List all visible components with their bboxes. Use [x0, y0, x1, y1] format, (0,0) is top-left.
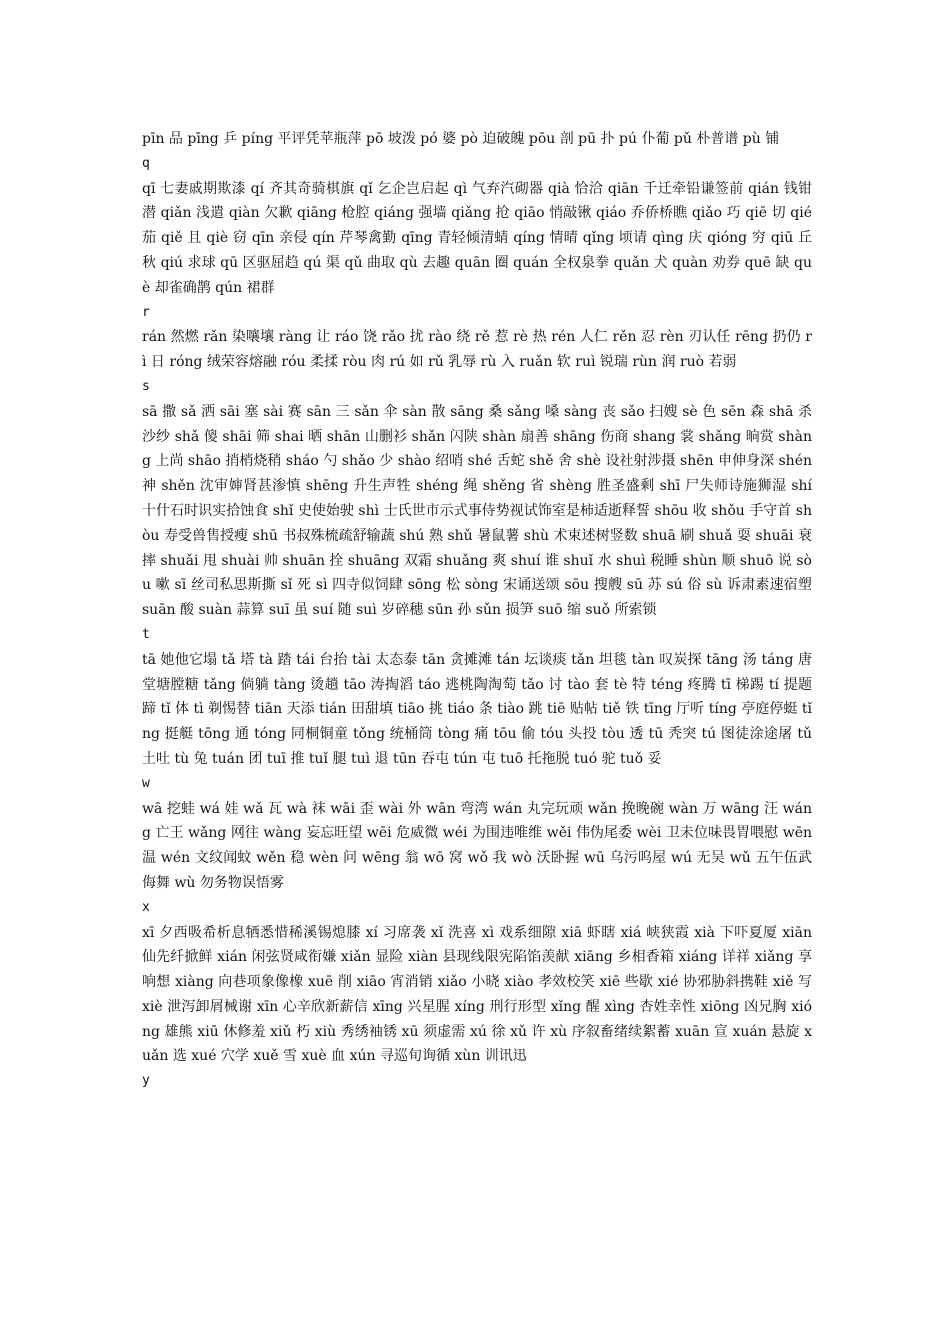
section-letter-r: r: [142, 304, 150, 320]
pinyin-paragraph-p: pīn 品 pīng 乒 píng 平评凭苹瓶萍 pō 坡泼 pó 婆 pò 迫破魄 pōu 剖 pū 扑 pú 仆葡 pǔ 朴普谱 pù 铺: [142, 131, 780, 147]
pinyin-paragraph-s: sā 撒 sǎ 洒 sāi 塞 sài 赛 sān 三 sǎn 伞 sàn 散 sāng 桑 sǎng 嗓 sàng 丧 sǎo 扫嫂 sè 色 sēn 森 shā 杀沙纱 shǎ 傻 shāi 筛 shai 晒 shān 山删衫 shǎn 闪陕 shàn 扇善 shāng 伤商 shang 裳 shǎng 晌赏 shàng 上尚 shāo 捎梢烧稍 sháo 勺 shǎo 少 shào 绍哨 shé 舌蛇 shě 舍 shè 设社射涉摄 shēn 申伸身深 shén 神 shěn 沈审婶肾甚渗慎 shēng 升生声牲 shéng 绳 shěng 省 shèng 胜圣盛剩 shī 尸失师诗施狮湿 shí 十什石时识实拾蚀食 shǐ 史使始驶 shì 士氏世市示式事侍势视试饰室是柿适逝释誓 shōu 收 shǒu 手守首 shòu 寿受兽售授瘦 shū 书叔殊梳疏舒输蔬 shú 熟 shǔ 暑鼠薯 shù 术束述树竖数 shuā 刷 shuǎ 耍 shuāi 衰摔 shuǎi 甩 shuài 帅 shuān 拴 shuāng 双霜 shuǎng 爽 shuí 谁 shuǐ 水 shuì 税睡 shùn 顺 shuō 说 sòu 嗽 sī 丝司私思斯撕 sǐ 死 sì 四寺似饲肆 sōng 松 sòng 宋诵送颂 sōu 搜艘 sū 苏 sú 俗 sù 诉肃素速宿塑 suān 酸 suàn 蒜算 suī 虽 suí 随 suì 岁碎穗 sūn 孙 sǔn 损笋 suō 缩 suǒ 所索锁: [142, 403, 812, 619]
section-letter-w: w: [142, 775, 150, 791]
section-letter-t: t: [142, 626, 150, 642]
section-letter-y: y: [142, 1073, 150, 1089]
pinyin-paragraph-q: qī 七妻戚期欺漆 qí 齐其奇骑棋旗 qǐ 乞企岂启起 qì 气弃汽砌器 qià 恰洽 qiān 千迁牵铅谦签前 qián 钱钳潜 qiǎn 浅遣 qiàn 欠歉 qiāng 枪腔 qiáng 强墙 qiǎng 抢 qiāo 悄敲锹 qiáo 乔侨桥瞧 qiǎo 巧 qiē 切 qié 茄 qiě 且 qiè 窃 qīn 亲侵 qín 芹琴禽勤 qīng 青轻倾清蜻 qíng 情晴 qǐng 顷请 qìng 庆 qióng 穷 qiū 丘秋 qiú 求球 qū 区驱屈趋 qú 渠 qǔ 曲取 qù 去趣 quān 圈 quán 全权泉拳 quǎn 犬 quàn 劝券 quē 缺 què 却雀确鹊 qún 裙群: [142, 180, 812, 296]
pinyin-paragraph-w: wā 挖蛙 wá 娃 wǎ 瓦 wà 袜 wāi 歪 wài 外 wān 弯湾 wán 丸完玩顽 wǎn 挽晚碗 wàn 万 wāng 汪 wáng 亡王 wǎng 网往 wàng 妄忘旺望 wēi 危威微 wéi 为围违唯维 wěi 伟伪尾委 wèi 卫未位味畏胃喂慰 wēn 温 wén 文纹闻蚊 wěn 稳 wèn 问 wēng 翁 wō 窝 wǒ 我 wò 沃卧握 wū 乌污呜屋 wú 无吴 wǔ 五午伍武侮舞 wù 勿务物误悟雾: [142, 800, 812, 891]
pinyin-paragraph-r: rán 然燃 rǎn 染嚷壤 ràng 让 ráo 饶 rǎo 扰 rào 绕 rě 惹 rè 热 rén 人仁 rěn 忍 rèn 刃认任 rēng 扔仍 rì 日 róng 绒荣容熔融 róu 柔揉 ròu 肉 rú 如 rǔ 乳辱 rù 入 ruǎn 软 ruì 锐瑞 rùn 润 ruò 若弱: [142, 329, 812, 371]
section-letter-s: s: [142, 378, 150, 394]
section-letter-q: q: [142, 155, 150, 171]
pinyin-paragraph-x: xī 夕西吸希析息牺悉惜稀溪锡熄膝 xí 习席袭 xǐ 洗喜 xì 戏系细隙 xiā 虾瞎 xiá 峡狭霞 xià 下吓夏厦 xiān 仙先纤掀鲜 xián 闲弦贤咸衔嫌 xiǎn 显险 xiàn 县现线限宪陷馅羡献 xiāng 乡相香箱 xiáng 详祥 xiǎng 享响想 xiàng 向巷项象像橡 xuē 削 xiāo 宵消销 xiǎo 小晓 xiào 孝效校笑 xiē 些歇 xié 协邪胁斜携鞋 xiě 写 xiè 泄泻卸屑械谢 xīn 心辛欣新薪信 xīng 兴星腥 xíng 刑行形型 xǐng 醒 xìng 杏姓幸性 xiōng 凶兄胸 xióng 雄熊 xiū 休修羞 xiǔ 朽 xiù 秀绣袖锈 xū 须虚需 xú 徐 xǔ 许 xù 序叙畜绪续絮蓄 xuān 宣 xuán 悬旋 xuǎn 选 xué 穴学 xuě 雪 xuè 血 xún 寻巡旬询循 xùn 训讯迅: [142, 924, 812, 1065]
pinyin-character-list: [142, 127, 812, 1094]
pinyin-paragraph-t: tā 她他它塌 tǎ 塔 tà 踏 tái 台抬 tài 太态泰 tān 贪摊滩 tán 坛谈痰 tǎn 坦毯 tàn 叹炭探 tāng 汤 táng 唐堂塘膛糖 tǎng 倘躺 tàng 烫趟 tāo 涛掏滔 táo 逃桃陶淘萄 tǎo 讨 tào 套 tè 特 téng 疼腾 tī 梯踢 tí 提题蹄 tǐ 体 tì 剃惕替 tiān 天添 tián 田甜填 tiāo 挑 tiáo 条 tiào 跳 tiē 贴帖 tiě 铁 tīng 厅听 tíng 亭庭停蜓 tǐng 挺艇 tōng 通 tóng 同桐铜童 tǒng 统桶筒 tòng 痛 tōu 偷 tóu 头投 tòu 透 tū 秃突 tú 图徒涂途屠 tǔ 土吐 tù 兔 tuán 团 tuī 推 tuǐ 腿 tuì 退 tūn 吞屯 tún 屯 tuō 托拖脱 tuó 驼 tuǒ 妥: [142, 651, 812, 767]
section-letter-x: x: [142, 899, 150, 915]
